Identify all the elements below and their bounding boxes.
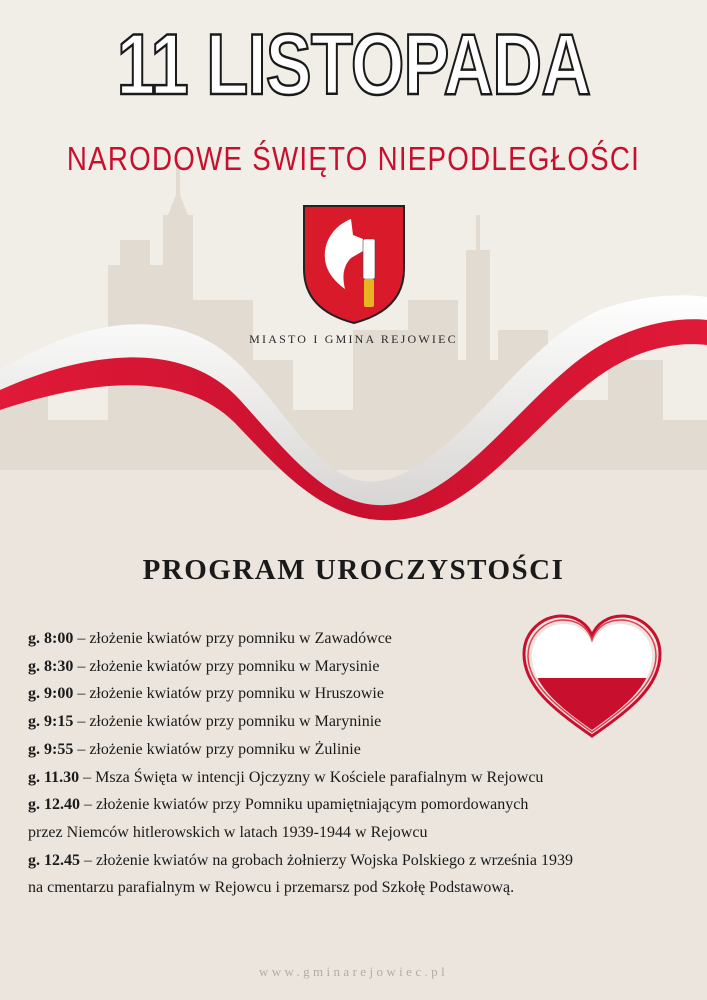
item-time: g. 11.30 xyxy=(28,768,80,786)
schedule-item-continuation: na cmentarzu parafialnym w Rejowcu i przemarsz pod Szkołę Podstawową. xyxy=(28,879,515,897)
schedule-item xyxy=(28,653,688,681)
item-time: g. 8:30 xyxy=(28,657,74,675)
schedule-item xyxy=(28,791,688,819)
item-time: g. 12.40 xyxy=(28,796,80,814)
schedule-item xyxy=(28,708,688,736)
item-text: – złożenie kwiatów przy pomniku w Marysinie xyxy=(73,657,380,675)
item-time: g. 8:00 xyxy=(28,630,74,647)
item-text: – złożenie kwiatów na grobach żołnierzy Wojska Polskiego z września 1939 xyxy=(80,851,573,869)
item-text: – złożenie kwiatów przy pomniku w Żulinie xyxy=(73,740,361,758)
main-title: 11 LISTOPADA xyxy=(116,17,591,113)
schedule-item xyxy=(28,680,688,708)
schedule-item xyxy=(28,625,688,653)
subtitle: NARODOWE ŚWIĘTO NIEPODLEGŁOŚCI xyxy=(66,140,641,177)
schedule-item xyxy=(28,736,688,764)
item-time: g. 9:00 xyxy=(28,685,74,703)
flag-ribbon xyxy=(0,285,707,525)
item-text: – złożenie kwiatów przy Pomniku upamiętniającym pomordowanych xyxy=(80,796,529,814)
item-time: g. 9:15 xyxy=(28,713,74,731)
website-link[interactable]: www.gminarejowiec.pl xyxy=(258,964,449,979)
schedule-item xyxy=(28,764,688,792)
schedule-list xyxy=(28,625,688,902)
item-time: g. 12.45 xyxy=(28,851,80,869)
item-text: – złożenie kwiatów przy pomniku w Hruszowie xyxy=(73,685,384,703)
schedule-item xyxy=(28,847,688,875)
program-heading: PROGRAM UROCZYSTOŚCI xyxy=(142,554,565,586)
item-text: – złożenie kwiatów przy pomniku w Zawadówce xyxy=(73,630,392,647)
item-text: – Msza Święta w intencji Ojczyzny w Kościele parafialnym w Rejowcu xyxy=(79,768,544,786)
item-time: g. 9:55 xyxy=(28,740,74,758)
item-text: – złożenie kwiatów przy pomniku w Maryninie xyxy=(73,713,382,731)
town-caption: MIASTO I GMINA REJOWIEC xyxy=(249,332,458,346)
schedule-item-continuation: przez Niemców hitlerowskich w latach 1939-1944 w Rejowcu xyxy=(28,823,428,841)
